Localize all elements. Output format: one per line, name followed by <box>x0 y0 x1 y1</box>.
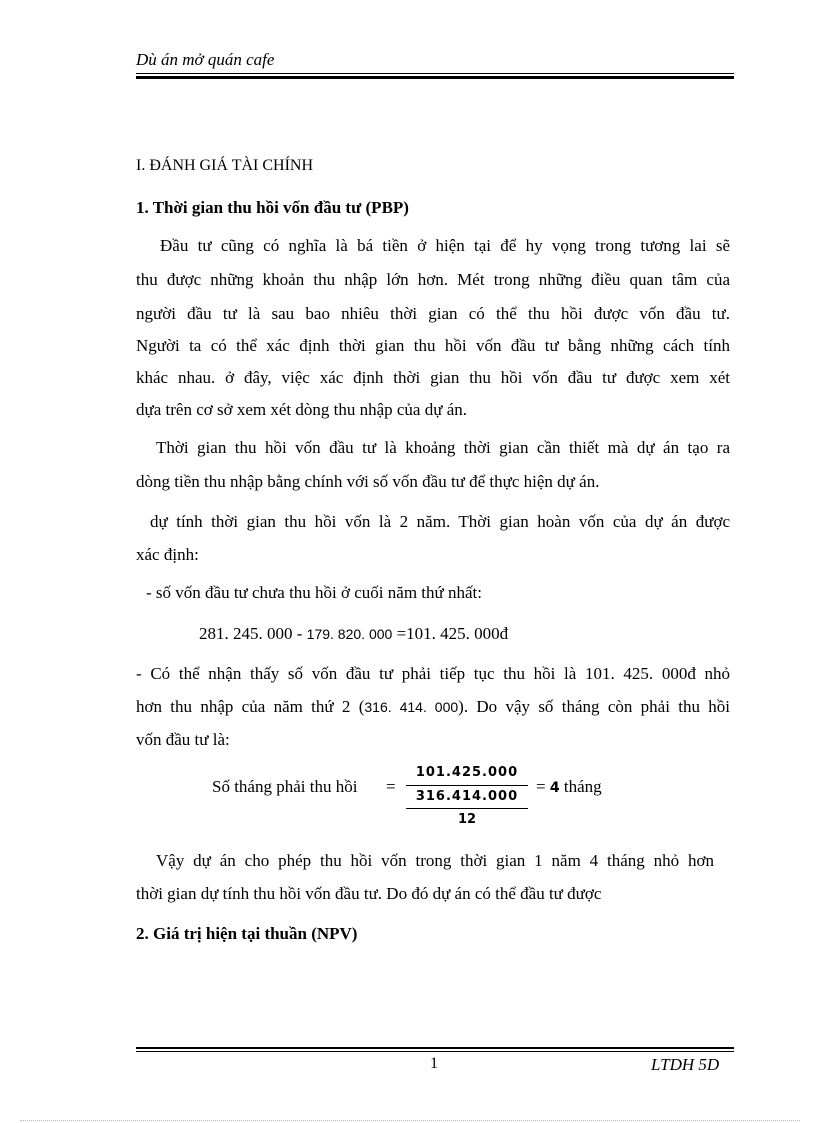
paragraph-line: xác định: <box>136 545 199 564</box>
paragraph-line: dựa trên cơ sở xem xét dòng thu nhập của dự án. <box>136 400 467 419</box>
fraction-bar <box>406 785 528 786</box>
calculation-line <box>199 624 508 644</box>
paragraph-line: thời gian dự tính thu hồi vốn đầu tư. Do đó dự án có thể đầu tư được <box>136 884 602 903</box>
calc-result: 101. 425. 000đ <box>406 624 509 643</box>
fraction-result-unit: tháng <box>563 777 602 796</box>
paragraph-line: khác nhau. ở đây, việc xác định thời gian thu hồi vốn đầu tư được xem xét <box>136 368 730 387</box>
subsection-heading-npv: 2. Giá trị hiện tại thuần (NPV) <box>136 924 358 943</box>
header-rule-thin <box>136 73 734 74</box>
paragraph-line: vốn đầu tư là: <box>136 730 230 749</box>
subsection-heading-pbp: 1. Thời gian thu hồi vốn đầu tư (PBP) <box>136 198 409 217</box>
calc-minus: - <box>296 624 303 643</box>
paragraph-segment: hơn thu nhập của năm thứ 2 ( <box>136 697 365 716</box>
fraction-result <box>536 777 602 797</box>
calc-operand-b: 179. 820. 000 <box>306 626 393 642</box>
fraction-equals: = <box>386 777 396 796</box>
footer-rule-thin <box>136 1051 734 1052</box>
header-rule-thick <box>136 76 734 79</box>
paragraph-line: người đầu tư là sau bao nhiêu thời gian có thể thu hồi được vốn đầu tư. <box>136 304 730 323</box>
fraction-denominator-bottom: 12 <box>457 812 477 827</box>
footer-code: LTDH 5D <box>651 1055 720 1074</box>
paragraph-line: Vậy dự án cho phép thu hồi vốn trong thời gian 1 năm 4 tháng nhỏ hơn <box>156 851 714 870</box>
paragraph-line: thu được những khoản thu nhập lớn hơn. Mét trong những điều quan tâm của <box>136 270 730 289</box>
fraction-result-equals: = <box>536 777 546 796</box>
paragraph-line: Đầu tư cũng có nghĩa là bá tiền ở hiện tại để hy vọng trong tương lai sẽ <box>160 236 730 255</box>
paragraph-segment: ). Do vậy số tháng còn phải thu hồi <box>458 697 731 716</box>
fraction-inner-bar <box>406 808 528 809</box>
footer-rule-thick <box>136 1047 734 1049</box>
fraction-result-value: 4 <box>549 780 560 796</box>
section-heading: I. ĐÁNH GIÁ TÀI CHÍNH <box>136 157 314 174</box>
fraction-numerator: 101.425.000 <box>415 765 519 780</box>
paragraph-line: dòng tiền thu nhập bằng chính với số vốn đầu tư để thực hiện dự án. <box>136 472 600 491</box>
document-header-title: Dù án mở quán cafe <box>136 50 275 69</box>
paragraph-line: Thời gian thu hồi vốn đầu tư là khoảng thời gian cần thiết mà dự án tạo ra <box>156 438 730 457</box>
page-number: 1 <box>430 1055 438 1072</box>
page-boundary <box>20 1120 800 1121</box>
fraction-denominator-top: 316.414.000 <box>415 789 519 804</box>
calc-operand-a: 281. 245. 000 <box>199 624 293 643</box>
year2-income-value: 316. 414. 000 <box>364 699 459 715</box>
paragraph-line: dự tính thời gian thu hồi vốn là 2 năm. Thời gian hoàn vốn của dự án được <box>150 512 730 531</box>
paragraph-line: Người ta có thể xác định thời gian thu hồi vốn đầu tư bằng những cách tính <box>136 336 730 355</box>
bullet-line: - số vốn đầu tư chưa thu hồi ở cuối năm thứ nhất: <box>146 583 482 602</box>
calc-equals: = <box>396 624 407 643</box>
fraction-label: Số tháng phải thu hồi <box>212 777 358 796</box>
paragraph-line <box>136 697 730 717</box>
paragraph-line: - Có thể nhận thấy số vốn đầu tư phải tiếp tục thu hồi là 101. 425. 000đ nhỏ <box>136 664 730 683</box>
